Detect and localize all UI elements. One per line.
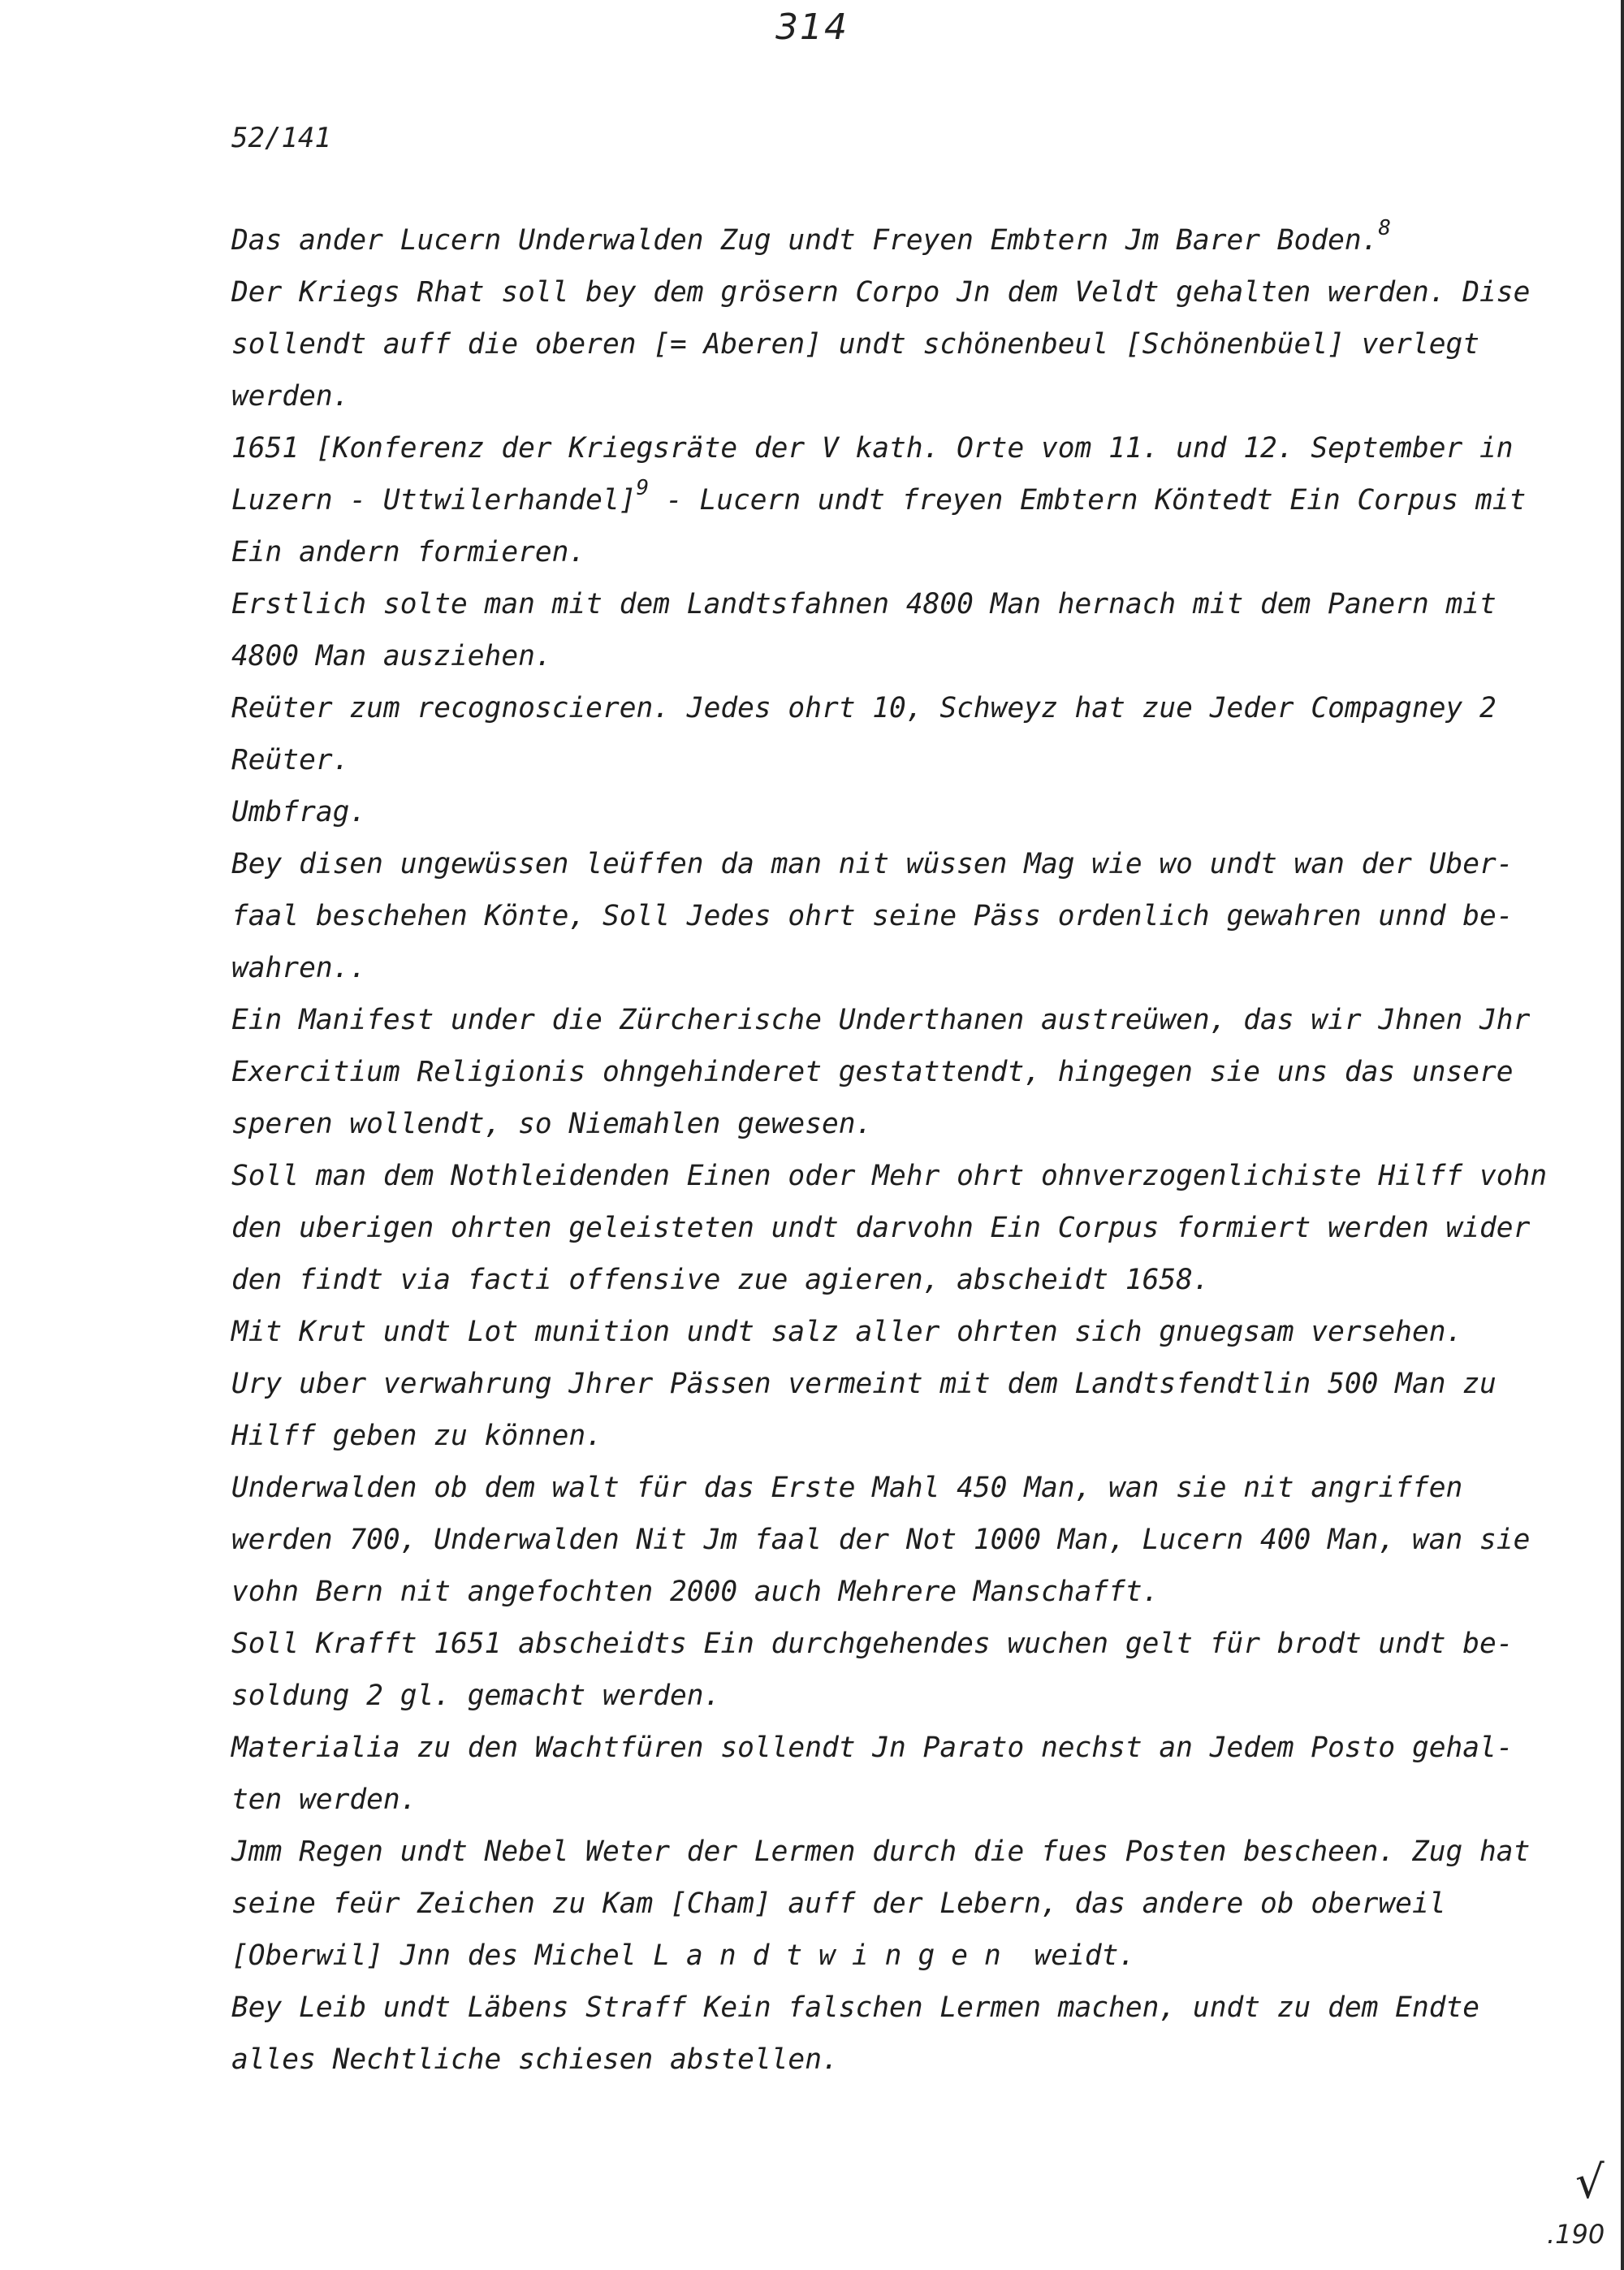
line-text: Jmm Regen undt Nebel Weter der Lermen durch die fues Posten bescheen. Zug hat	[231, 1835, 1531, 1868]
line-text: Reüter.	[231, 744, 350, 776]
line-text: 1651 [Konferenz der Kriegsräte der V kath. Orte vom 11. und 12. September in	[231, 432, 1514, 465]
text-line	[231, 370, 1522, 422]
text-line	[231, 526, 1522, 578]
line-text: sollendt auff die oberen [= Aberen] undt schönenbeul [Schönenbüel] verlegt	[231, 328, 1480, 361]
text-line	[231, 1774, 1522, 1826]
text-line	[231, 1410, 1522, 1462]
text-line	[231, 1982, 1522, 2034]
text-line	[231, 890, 1522, 942]
line-text: alles Nechtliche schiesen abstellen.	[231, 2043, 839, 2076]
text-line	[231, 1826, 1531, 1878]
line-text: wahren..	[231, 952, 367, 984]
line-text: den uberigen ohrten geleisteten undt darvohn Ein Corpus formiert werden wider	[231, 1212, 1531, 1244]
line-text: Mit Krut undt Lot munition undt salz aller ohrten sich gnuegsam versehen.	[231, 1316, 1463, 1348]
text-line	[231, 1462, 1522, 1514]
text-line	[231, 1150, 1548, 1202]
text-line	[231, 578, 1522, 630]
line-text: Bey disen ungewüssen leüffen da man nit wüssen Mag wie wo undt wan der Uber-	[231, 848, 1514, 880]
text-line	[231, 214, 1522, 266]
text-line	[231, 734, 1522, 786]
text-line	[231, 1618, 1522, 1670]
line-text: Bey Leib undt Läbens Straff Kein falschen Lermen machen, undt zu dem Endte	[231, 1991, 1480, 2024]
line-text: soldung 2 gl. gemacht werden.	[231, 1680, 721, 1712]
check-mark: √	[1575, 2156, 1605, 2209]
line-text: ten werden.	[231, 1784, 417, 1816]
line-text: Ein Manifest under die Zürcherische Underthanen austreüwen, das wir Jhnen Jhr	[231, 1004, 1531, 1036]
line-text: werden.	[231, 380, 350, 413]
text-line	[231, 1098, 1522, 1150]
text-line	[231, 942, 1522, 994]
text-line	[231, 1306, 1522, 1358]
line-text: faal beschehen Könte, Soll Jedes ohrt seine Päss ordenlich gewahren unnd be-	[231, 900, 1514, 932]
text-line	[231, 1930, 1522, 1982]
text-line	[231, 2034, 1522, 2086]
text-line	[231, 1878, 1522, 1930]
text-line	[231, 1046, 1522, 1098]
text-line	[231, 1722, 1522, 1774]
line-text: vohn Bern nit angefochten 2000 auch Mehrere Manschafft.	[231, 1576, 1160, 1608]
line-text: den findt via facti offensive zue agieren, abscheidt 1658.	[231, 1264, 1210, 1296]
text-line	[231, 682, 1522, 734]
page-number: 314	[775, 6, 849, 48]
line-text: Das ander Lucern Underwalden Zug undt Freyen Embtern Jm Barer Boden.	[231, 224, 1379, 257]
page-edge	[1621, 0, 1624, 2270]
line-text: Luzern - Uttwilerhandel]	[231, 484, 637, 517]
text-line	[231, 474, 1527, 526]
line-text: 4800 Man ausziehen.	[231, 640, 552, 672]
line-text: Umbfrag.	[231, 796, 367, 828]
line-text: Soll man dem Nothleidenden Einen oder Mehr ohrt ohnverzogenlichiste Hilff vohn	[231, 1160, 1548, 1192]
line-text-continued: - Lucern undt freyen Embtern Köntedt Ein Corpus mit	[649, 484, 1527, 517]
line-text: Hilff geben zu können.	[231, 1420, 603, 1452]
text-line	[231, 994, 1531, 1046]
line-text: Reüter zum recognoscieren. Jedes ohrt 10, Schweyz hat zue Jeder Compagney 2	[231, 692, 1497, 724]
line-text: Soll Krafft 1651 abscheidts Ein durchgehendes wuchen gelt für brodt undt be-	[231, 1628, 1514, 1660]
footnote-marker: 9	[636, 476, 650, 500]
text-line	[231, 1358, 1522, 1410]
text-line	[231, 786, 1522, 838]
line-text: Der Kriegs Rhat soll bey dem grösern Corpo Jn dem Veldt gehalten werden. Dise	[231, 276, 1531, 309]
line-text: Exercitium Religionis ohngehinderet gestattendt, hingegen sie uns das unsere	[231, 1056, 1514, 1088]
text-line	[231, 422, 1522, 474]
text-line	[231, 1514, 1531, 1566]
text-line	[231, 1670, 1522, 1722]
line-text: Materialia zu den Wachtfüren sollendt Jn Parato nechst an Jedem Posto gehal-	[231, 1732, 1514, 1764]
line-text: werden 700, Underwalden Nit Jm faal der Not 1000 Man, Lucern 400 Man, wan sie	[231, 1524, 1531, 1556]
folio-number: .190	[1547, 2219, 1605, 2250]
line-text: seine feür Zeichen zu Kam [Cham] auff der Lebern, das andere ob oberweil	[231, 1887, 1446, 1920]
line-text: Erstlich solte man mit dem Landtsfahnen 4800 Man hernach mit dem Panern mit	[231, 588, 1497, 620]
text-line	[231, 1202, 1531, 1254]
text-line	[231, 630, 1522, 682]
text-line	[231, 266, 1531, 318]
text-line	[231, 1566, 1522, 1618]
spaced-name: Landtwingen	[653, 1939, 1017, 1972]
line-text: Underwalden ob dem walt für das Erste Mahl 450 Man, wan sie nit angriffen	[231, 1472, 1463, 1504]
line-text: speren wollendt, so Niemahlen gewesen.	[231, 1108, 873, 1140]
line-text: [Oberwil] Jnn des Michel	[231, 1939, 654, 1972]
text-line	[231, 318, 1522, 370]
text-line	[231, 1254, 1522, 1306]
line-text: Ury uber verwahrung Jhrer Pässen vermeint mit dem Landtsfendtlin 500 Man zu	[231, 1368, 1497, 1400]
footnote-marker: 8	[1378, 216, 1392, 240]
document-body	[231, 214, 1548, 2086]
text-line	[231, 838, 1522, 890]
line-text: Ein andern formieren.	[231, 536, 586, 569]
archive-reference: 52/141	[231, 122, 331, 154]
line-text-continued: weidt.	[1017, 1939, 1136, 1972]
